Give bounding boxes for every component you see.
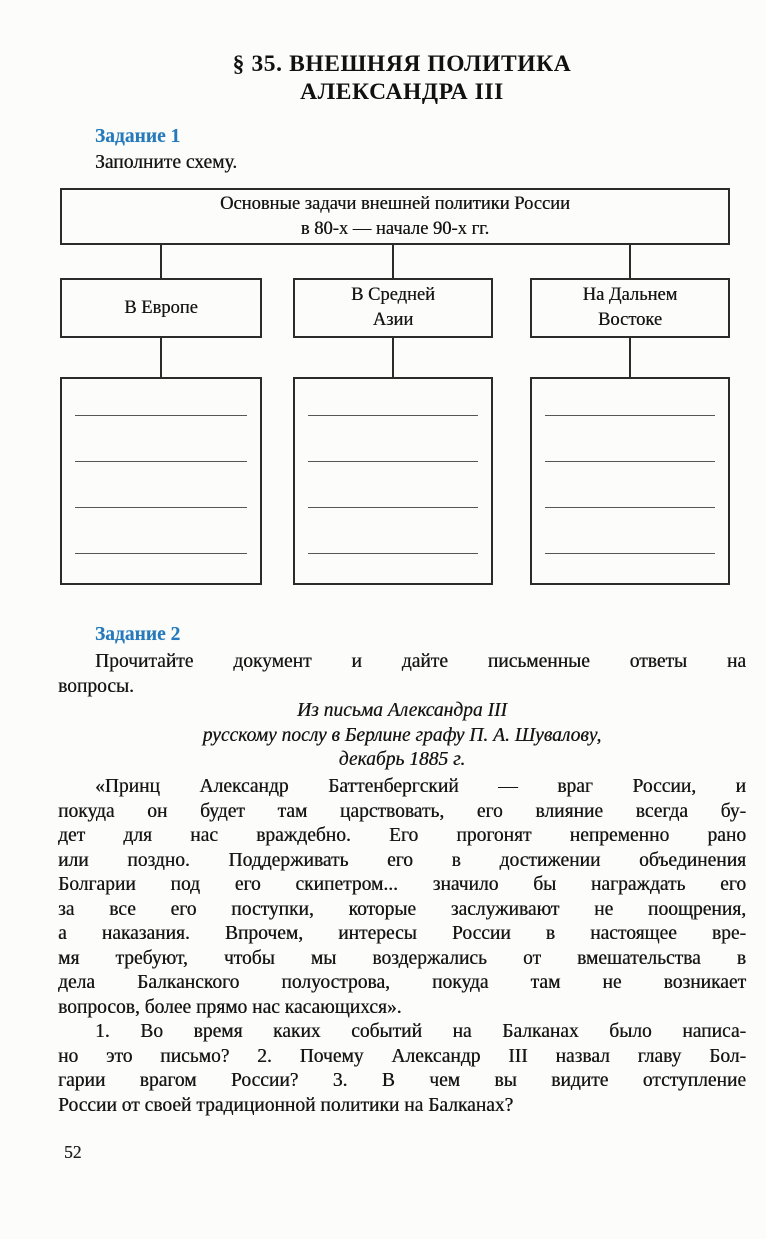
document-text [58,775,746,1020]
text-line: Основные задачи внешней политики России [220,193,570,214]
task2-instruction [58,650,746,699]
text-line: русскому послу в Берлине графу П. А. Шувалову, [202,724,602,746]
connector-line [629,338,631,377]
text-line: в 80-х — начале 90-х гг. [300,218,490,239]
answer-writing-line [75,553,247,554]
connector-line [160,245,162,278]
text-line: дет для нас враждебно. Его прогонят непременно рано [58,825,746,846]
text-line: Прочитайте документ и дайте письменные ответы на [95,651,746,672]
text-line: вопросы. [58,675,134,697]
text-line: На Дальнем [582,285,678,305]
text-line: дела Балканского полуострова, покуда там не возникает [58,972,746,993]
answer-writing-line [75,415,247,416]
text-line: В Европе [124,297,198,318]
text-line: Востоке [597,310,663,330]
text-line: § 35. ВНЕШНЯЯ ПОЛИТИКА [232,51,572,77]
answer-writing-line [308,507,478,508]
connector-line [392,245,394,278]
task2-label: Задание 2 [95,624,181,645]
branch-box-central-asia [293,278,493,338]
task1-instruction: Заполните схему. [95,152,238,173]
text-line: а наказания. Впрочем, интересы России в настоящее вре- [58,923,746,944]
diagram-root-box [60,188,730,245]
connector-line [629,245,631,278]
answer-box-europe [60,377,262,585]
text-line: но это письмо? 2. Почему Александр III назвал главу Бол- [58,1045,746,1067]
connector-line [392,338,394,377]
task1-label: Задание 1 [95,126,181,147]
text-line: В Средней [351,285,435,305]
text-line: России от своей традиционной политики на Балканах? [58,1094,514,1116]
text-line: гарии врагом России? 3. В чем вы видите отступление [58,1070,746,1091]
page-number: 52 [64,1142,82,1162]
text-line: АЛЕКСАНДРА III [300,79,504,105]
text-line: за все его поступки, которые заслуживают не поощрения, [58,898,746,920]
text-line: вопросов, более прямо нас касающихся». [58,996,402,1018]
answer-writing-line [545,461,715,462]
answer-writing-line [308,415,478,416]
answer-box-far-east [530,377,730,585]
text-line: декабрь 1885 г. [338,749,466,770]
text-line: мя требуют, чтобы мы воздержались от вмешательства в [58,947,746,969]
scheme-diagram [0,0,766,600]
answer-writing-line [545,507,715,508]
answer-writing-line [308,461,478,462]
connector-line [160,338,162,377]
text-line: Из письма Александра III [297,700,507,721]
text-line: или поздно. Поддерживать его в достижении объединения [58,849,746,871]
answer-writing-line [308,553,478,554]
answer-writing-line [545,553,715,554]
text-line: «Принц Александр Баттенбергский — враг России, и [95,776,746,797]
answer-writing-line [545,415,715,416]
text-line: покуда он будет там царствовать, его влияние всегда бу- [58,800,746,822]
branch-box-europe [60,278,262,338]
text-line: 1. Во время каких событий на Балканах было написа- [95,1021,746,1042]
answer-writing-line [75,461,247,462]
answer-box-central-asia [293,377,493,585]
text-line: Азии [372,310,414,330]
branch-box-far-east [530,278,730,338]
answer-writing-line [75,507,247,508]
questions-text [58,1020,746,1118]
text-line: Болгарии под его скипетром... значило бы награждать его [58,874,746,895]
document-source-heading [58,699,746,773]
